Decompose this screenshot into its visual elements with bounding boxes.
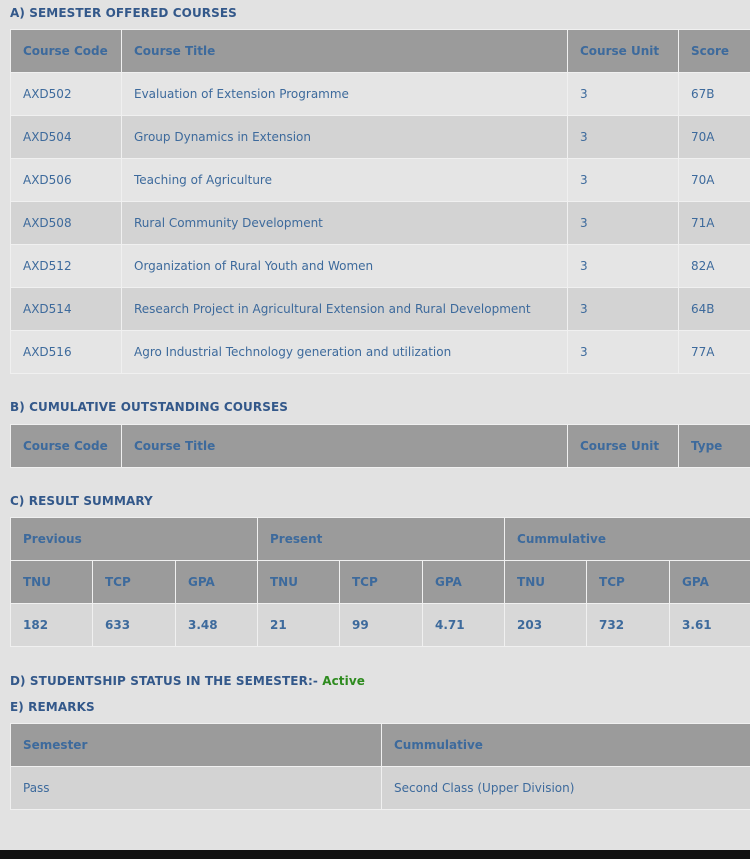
table-header-row <box>11 724 750 767</box>
previous-gpa: 3.48 <box>176 604 258 647</box>
course-code: AXD508 <box>11 202 122 245</box>
course-title: Teaching of Agriculture <box>122 159 568 202</box>
table-row <box>11 288 750 331</box>
header-course-code: Course Code <box>11 425 122 468</box>
course-score: 77A <box>679 331 750 374</box>
cumulative-gpa: 3.61 <box>670 604 750 647</box>
group-cumulative: Cummulative <box>505 518 750 561</box>
subheader-gpa: GPA <box>670 561 750 604</box>
subheader-gpa: GPA <box>176 561 258 604</box>
course-unit: 3 <box>568 288 679 331</box>
summary-group-row <box>11 518 750 561</box>
header-semester: Semester <box>11 724 382 767</box>
cumulative-tnu: 203 <box>505 604 587 647</box>
present-tnu: 21 <box>258 604 340 647</box>
summary-values-row <box>11 604 750 647</box>
cumulative-tcp: 732 <box>587 604 670 647</box>
bottom-bar <box>0 850 750 859</box>
table-row <box>11 73 750 116</box>
course-score: 71A <box>679 202 750 245</box>
course-code: AXD516 <box>11 331 122 374</box>
course-code: AXD512 <box>11 245 122 288</box>
group-present: Present <box>258 518 505 561</box>
status-label: D) STUDENTSHIP STATUS IN THE SEMESTER:- <box>10 674 318 688</box>
course-score: 70A <box>679 116 750 159</box>
course-unit: 3 <box>568 73 679 116</box>
course-score: 67B <box>679 73 750 116</box>
course-score: 82A <box>679 245 750 288</box>
course-unit: 3 <box>568 159 679 202</box>
semester-remark: Pass <box>11 767 382 810</box>
present-tcp: 99 <box>340 604 423 647</box>
status-value: Active <box>322 674 366 688</box>
header-type: Type <box>679 425 750 468</box>
group-previous: Previous <box>11 518 258 561</box>
course-title: Research Project in Agricultural Extension and Rural Development <box>122 288 568 331</box>
subheader-tcp: TCP <box>587 561 670 604</box>
table-header-row <box>11 30 750 73</box>
course-code: AXD506 <box>11 159 122 202</box>
result-summary-table <box>10 517 750 647</box>
table-row <box>11 331 750 374</box>
subheader-tcp: TCP <box>340 561 423 604</box>
course-title: Rural Community Development <box>122 202 568 245</box>
table-row <box>11 159 750 202</box>
previous-tcp: 633 <box>93 604 176 647</box>
table-row <box>11 202 750 245</box>
section-title-offered: A) SEMESTER OFFERED COURSES <box>10 6 237 20</box>
subheader-gpa: GPA <box>423 561 505 604</box>
header-course-title: Course Title <box>122 30 568 73</box>
subheader-tnu: TNU <box>11 561 93 604</box>
course-code: AXD514 <box>11 288 122 331</box>
course-code: AXD504 <box>11 116 122 159</box>
header-course-code: Course Code <box>11 30 122 73</box>
table-header-row <box>11 425 750 468</box>
outstanding-courses-table <box>10 424 750 468</box>
course-score: 70A <box>679 159 750 202</box>
subheader-tnu: TNU <box>258 561 340 604</box>
course-unit: 3 <box>568 245 679 288</box>
course-title: Group Dynamics in Extension <box>122 116 568 159</box>
course-code: AXD502 <box>11 73 122 116</box>
header-score: Score <box>679 30 750 73</box>
table-row <box>11 116 750 159</box>
course-title: Evaluation of Extension Programme <box>122 73 568 116</box>
subheader-tnu: TNU <box>505 561 587 604</box>
remarks-table <box>10 723 750 810</box>
course-unit: 3 <box>568 116 679 159</box>
section-title-summary: C) RESULT SUMMARY <box>10 494 153 508</box>
header-course-unit: Course Unit <box>568 30 679 73</box>
present-gpa: 4.71 <box>423 604 505 647</box>
course-unit: 3 <box>568 202 679 245</box>
header-course-title: Course Title <box>122 425 568 468</box>
table-row <box>11 245 750 288</box>
cumulative-remark: Second Class (Upper Division) <box>382 767 750 810</box>
section-title-outstanding: B) CUMULATIVE OUTSTANDING COURSES <box>10 400 288 414</box>
offered-courses-table <box>10 29 750 374</box>
studentship-status <box>10 674 365 688</box>
section-title-remarks: E) REMARKS <box>10 700 95 714</box>
course-unit: 3 <box>568 331 679 374</box>
course-title: Agro Industrial Technology generation and utilization <box>122 331 568 374</box>
table-row <box>11 767 750 810</box>
course-score: 64B <box>679 288 750 331</box>
summary-subheader-row <box>11 561 750 604</box>
header-cumulative: Cummulative <box>382 724 750 767</box>
course-title: Organization of Rural Youth and Women <box>122 245 568 288</box>
previous-tnu: 182 <box>11 604 93 647</box>
subheader-tcp: TCP <box>93 561 176 604</box>
header-course-unit: Course Unit <box>568 425 679 468</box>
